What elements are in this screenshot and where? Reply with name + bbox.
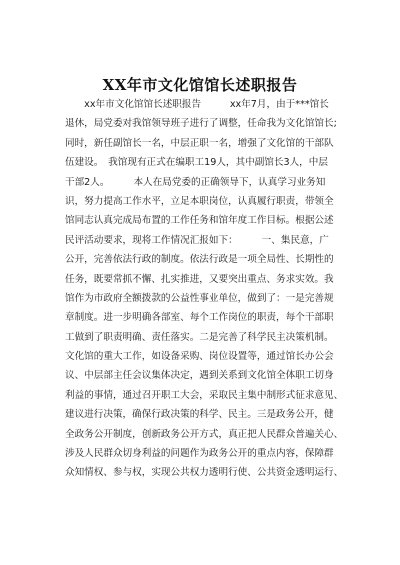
body-line: 文化馆的重大工作，如设备采购、岗位设置等，通过馆长办公会 [65, 351, 334, 363]
body-line: 退休，局党委对我馆领导班子进行了调整，任命我为文化馆馆长; [65, 118, 337, 130]
body-line: 涉及人民群众切身利益的问题作为政务公开的重点内容，保障群 [65, 448, 334, 460]
body-line: 伍建设。 我馆现有正式在编职工19人，其中副馆长3人，中层 [65, 157, 328, 169]
body-line: 干部2人。 本人在局党委的正确领导下，认真学习业务知 [65, 176, 326, 188]
document-body [65, 95, 355, 483]
body-line: 同时，新任副馆长一名，中层正职一名，增强了文化馆的干部队 [65, 137, 334, 149]
body-line: 馆作为市政府全额拨款的公益性事业单位，做到了：一是完善规 [65, 292, 334, 304]
body-line: 馆同志认真完成局布置的工作任务和馆年度工作目标。根据公述 [65, 215, 334, 227]
body-line: 公开，完善依法行政的制度。依法行政是一项全局性、长期性的 [65, 254, 334, 266]
body-line: xx年市文化馆馆长述职报告 xx年7月，由于***馆长 [65, 99, 329, 110]
body-line: 全政务公开制度，创新政务公开方式，真正把人民群众普遍关心、 [65, 428, 344, 440]
body-line: 工做到了职责明确、责任落实。二是完善了科学民主决策机制。 [65, 331, 334, 343]
body-line: 建议进行决策，确保行政决策的科学、民主。三是政务公开，健 [65, 409, 334, 421]
body-line: 任务，既要常抓不懈、扎实推进，又要突出重点、务求实效。我 [65, 273, 334, 285]
body-line: 民评活动要求，现将工作情况汇报如下： 一、集民意，广 [65, 234, 329, 246]
body-line: 利益的事情，通过召开职工大会，采取民主集中制形式征求意见、 [65, 389, 344, 401]
body-line: 众知情权、参与权，实现公共权力透明行使、公共资金透明运行、 [65, 467, 344, 479]
body-line: 章制度。进一步明确各部室、每个工作岗位的职责，每个干部职 [65, 312, 334, 324]
body-line: 识，努力提高工作水平，立足本职岗位，认真履行职责，带领全 [65, 195, 334, 207]
body-line: 议、中层部主任会议集体决定，遇到关系到文化馆全体职工切身 [65, 370, 334, 382]
document-title: XX年市文化馆馆长述职报告 [102, 76, 298, 94]
